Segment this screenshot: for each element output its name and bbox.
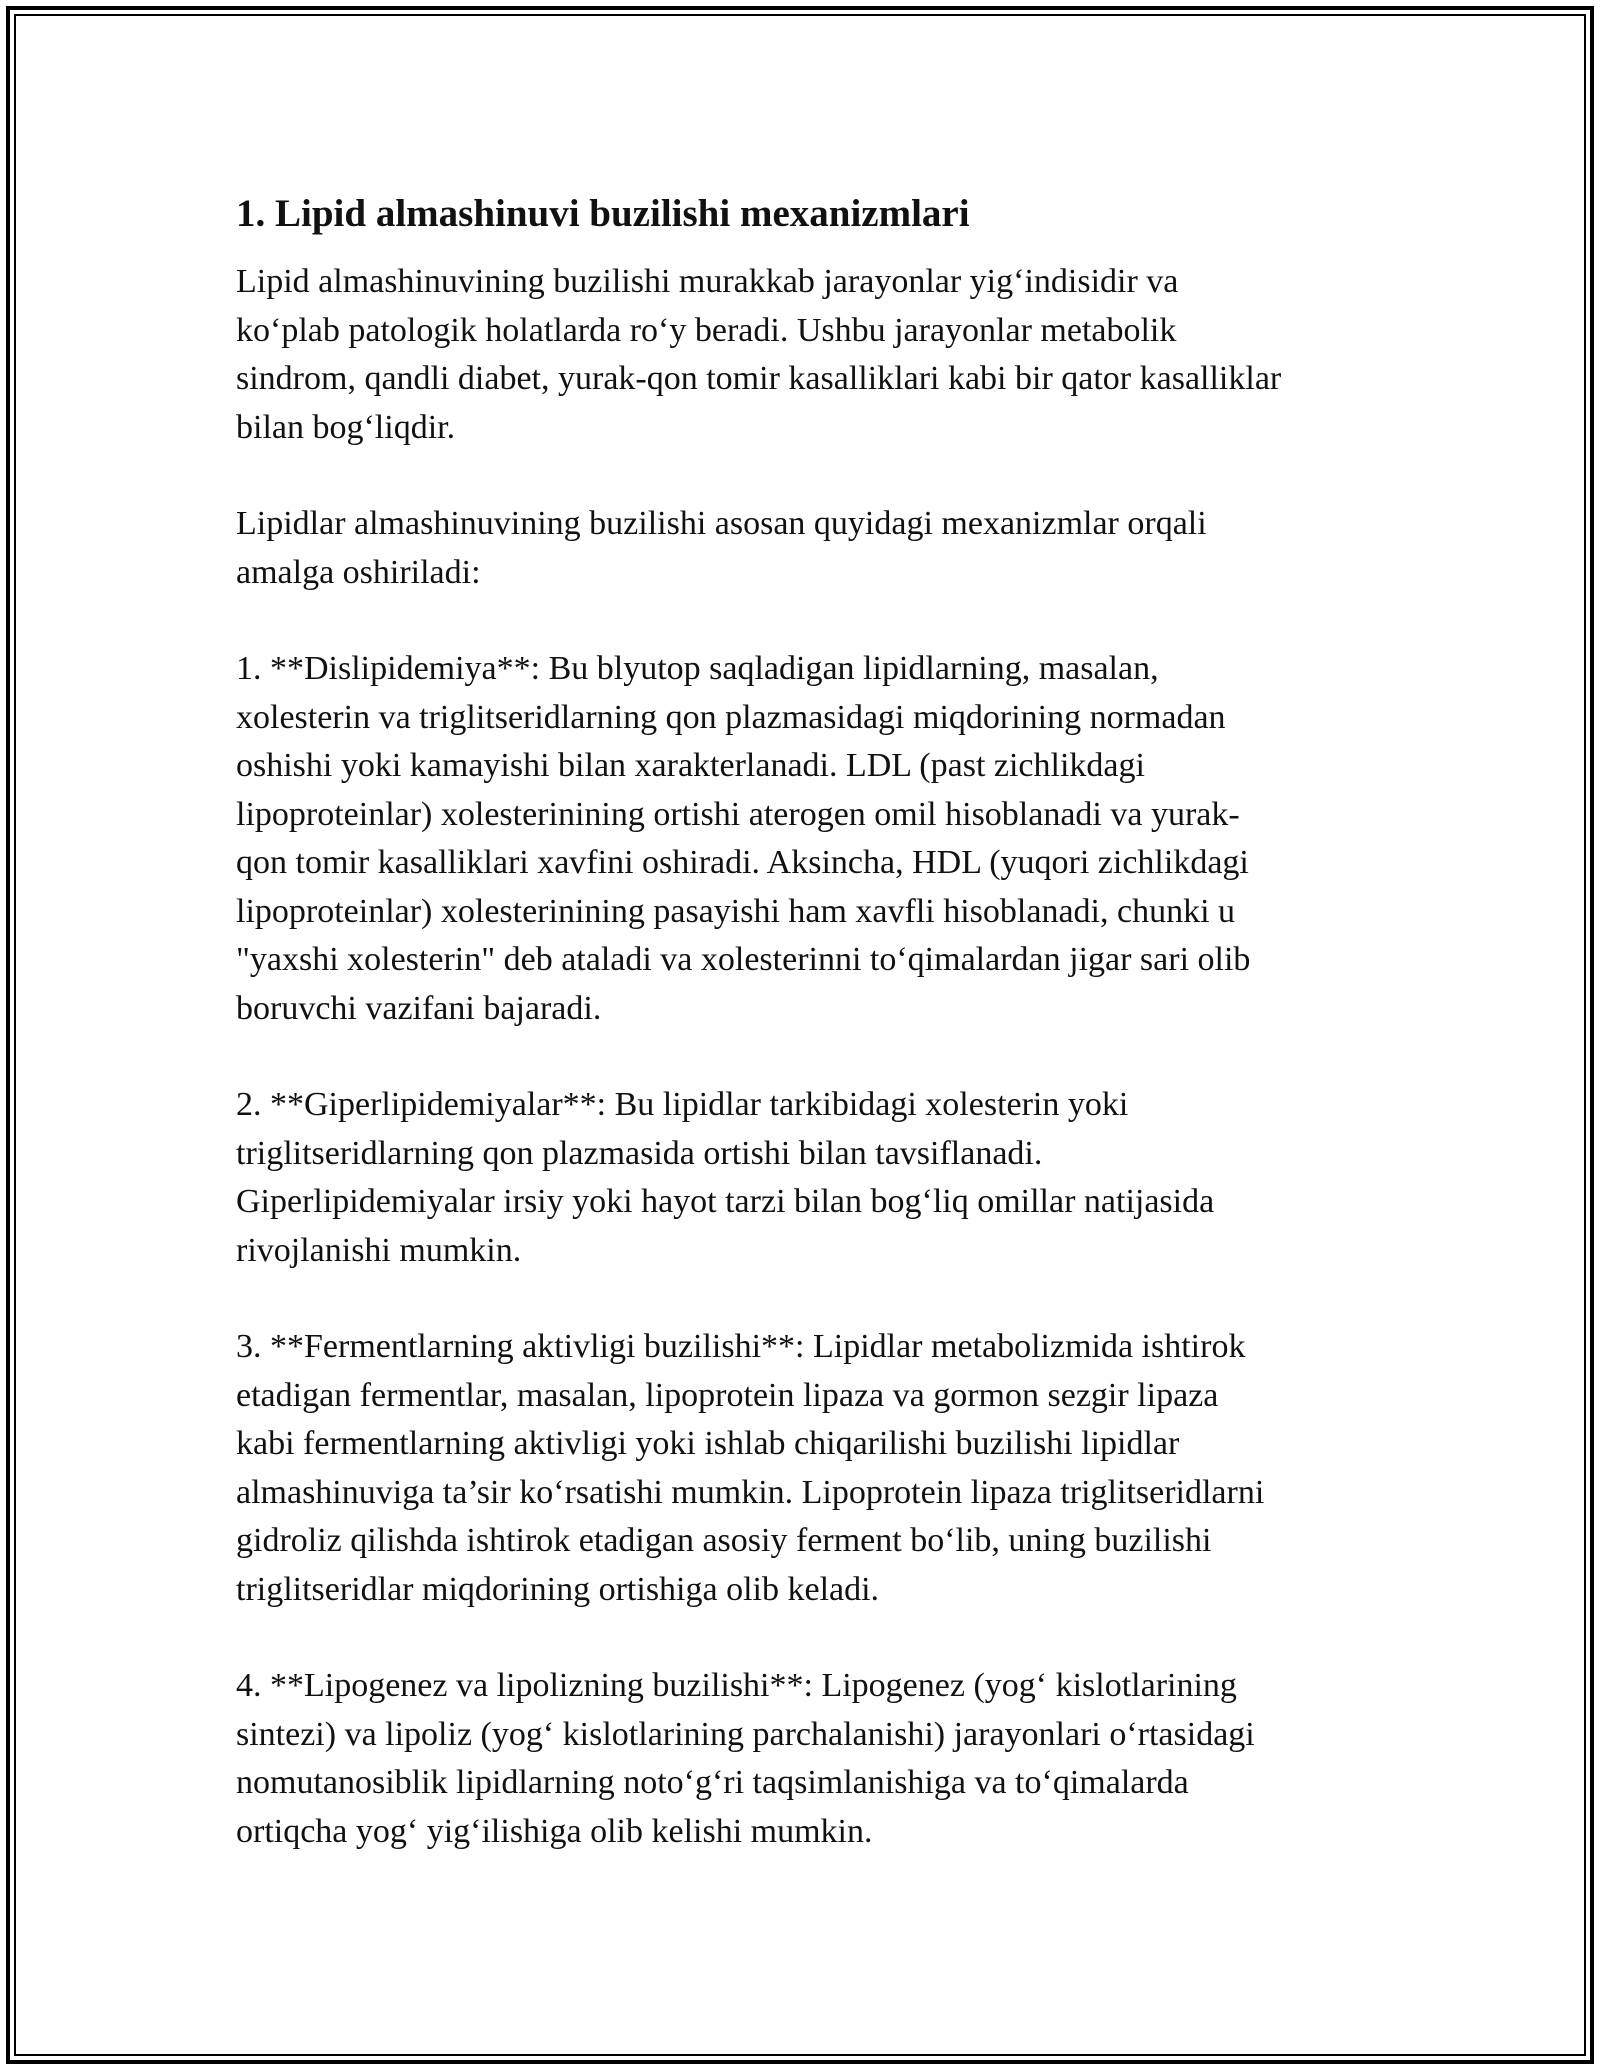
text-line: "yaxshi xolesterin" deb ataladi va xolesterinni to‘qimalardan jigar sari olib [236, 941, 1251, 978]
text-line: rivojlanishi mumkin. [236, 1231, 522, 1269]
text-line: Lipidlar almashinuvining buzilishi asosan quyidagi mexanizmlar orqali [236, 505, 1207, 542]
text-line: boruvchi vazifani bajaradi. [236, 989, 602, 1027]
text-line: oshishi yoki kamayishi bilan xarakterlanadi. LDL (past zichlikdagi [236, 747, 1145, 784]
text-line: 4. **Lipogenez va lipolizning buzilishi**: Lipogenez (yog‘ kislotlarining [236, 1667, 1237, 1704]
text-line: sintezi) va lipoliz (yog‘ kislotlarining parchalanishi) jarayonlari o‘rtasidagi [236, 1715, 1255, 1753]
text-line: xolesterin va triglitseridlarning qon plazmasidagi miqdorining normadan [236, 698, 1226, 736]
text-line: 1. **Dislipidemiya**: Bu blyutop saqladigan lipidlarning, masalan, [236, 650, 1159, 687]
text-line: lipoproteinlar) xolesterinining pasayishi ham xavfli hisoblanadi, chunki u [236, 892, 1236, 930]
document-body [236, 188, 1366, 1856]
text-line: gidroliz qilishda ishtirok etadigan asosiy ferment bo‘lib, uning buzilishi [236, 1522, 1212, 1559]
mechanism-4-paragraph [236, 1662, 1366, 1856]
text-line: 2. **Giperlipidemiyalar**: Bu lipidlar tarkibidagi xolesterin yoki [236, 1086, 1129, 1123]
text-line: kabi fermentlarning aktivligi yoki ishlab chiqarilishi buzilishi lipidlar [236, 1425, 1180, 1462]
text-line: Giperlipidemiyalar irsiy yoki hayot tarzi bilan bog‘liq omillar natijasida [236, 1183, 1215, 1220]
text-line: lipoproteinlar) xolesterinining ortishi aterogen omil hisoblanadi va yurak- [236, 795, 1240, 833]
mechanism-3-paragraph [236, 1323, 1366, 1614]
mechanism-1-paragraph [236, 645, 1366, 1033]
text-line: 3. **Fermentlarning aktivligi buzilishi**: Lipidlar metabolizmida ishtirok [236, 1328, 1246, 1365]
text-line: triglitseridlar miqdorining ortishiga olib keladi. [236, 1570, 880, 1608]
text-line: etadigan fermentlar, masalan, lipoprotein lipaza va gormon sezgir lipaza [236, 1376, 1219, 1414]
text-line: nomutanosiblik lipidlarning noto‘g‘ri taqsimlanishiga va to‘qimalarda [236, 1764, 1189, 1801]
text-line: qon tomir kasalliklari xavfini oshiradi. Aksincha, HDL (yuqori zichlikdagi [236, 844, 1249, 881]
intro-paragraph [236, 258, 1366, 452]
mechanism-2-paragraph [236, 1081, 1366, 1275]
text-line: ortiqcha yog‘ yig‘ilishiga olib kelishi mumkin. [236, 1812, 873, 1850]
text-line: sindrom, qandli diabet, yurak-qon tomir kasalliklari kabi bir qator kasalliklar [236, 360, 1282, 397]
text-line: Lipid almashinuvining buzilishi murakkab jarayonlar yig‘indisidir va [236, 263, 1179, 300]
text-line: amalga oshiriladi: [236, 553, 481, 591]
text-line: triglitseridlarning qon plazmasida ortishi bilan tavsiflanadi. [236, 1134, 1043, 1172]
text-line: bilan bog‘liqdir. [236, 408, 456, 446]
text-line: almashinuviga ta’sir ko‘rsatishi mumkin. Lipoprotein lipaza triglitseridlarni [236, 1473, 1265, 1511]
document-title: 1. Lipid almashinuvi buzilishi mexanizmlari [236, 192, 970, 235]
text-line: ko‘plab patologik holatlarda ro‘y beradi. Ushbu jarayonlar metabolik [236, 311, 1177, 349]
lead-in-paragraph [236, 500, 1366, 597]
